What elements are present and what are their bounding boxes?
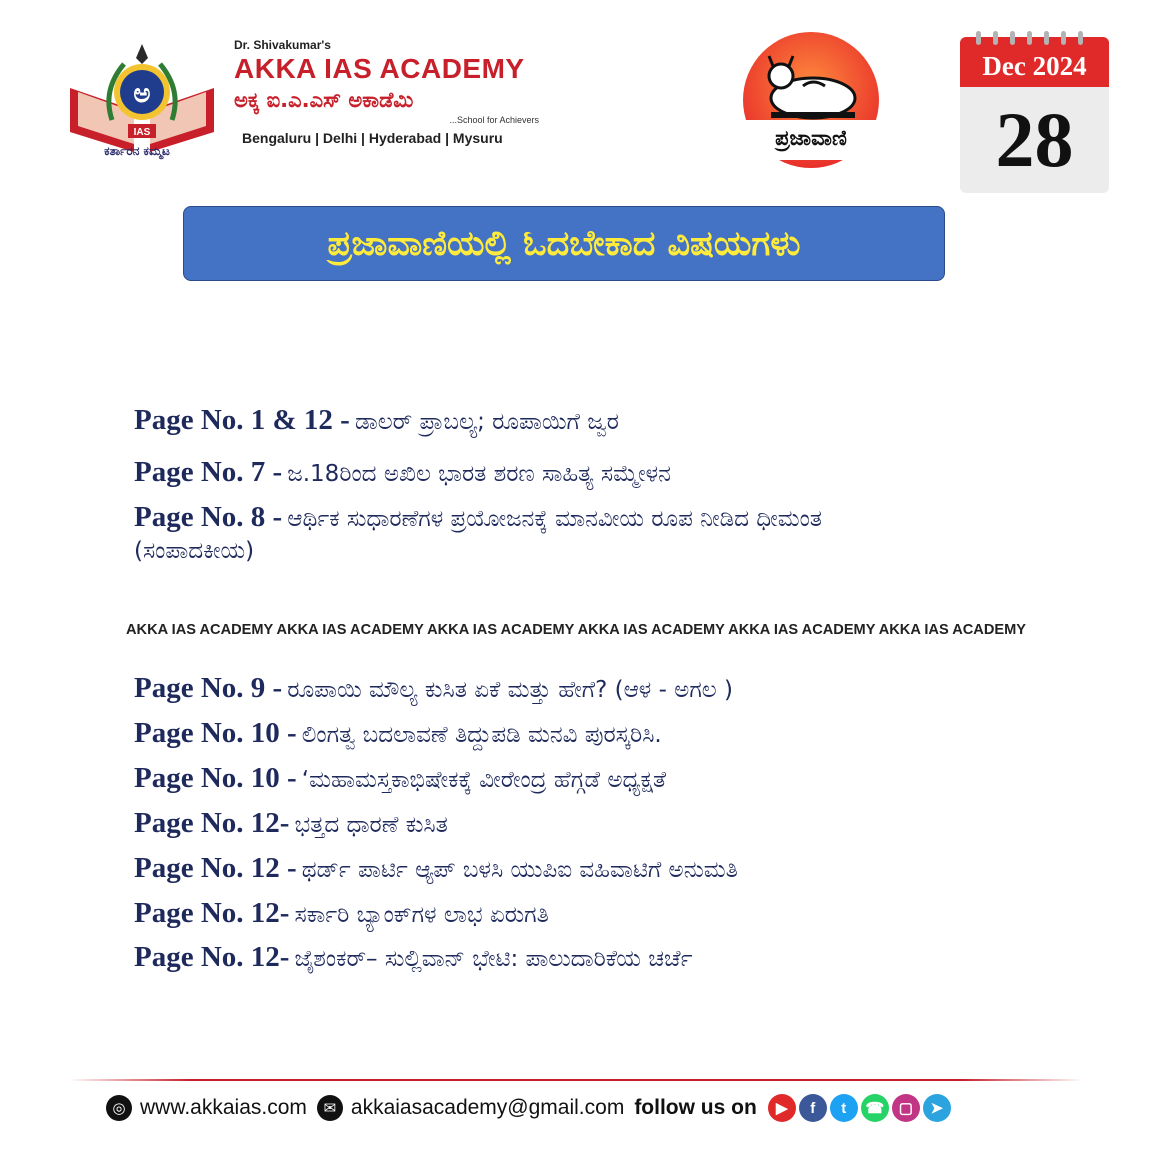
- calendar-ring: [976, 31, 981, 45]
- brand-slogan: ...School for Achievers: [449, 115, 539, 125]
- article-item: [134, 852, 1124, 885]
- twitter-icon[interactable]: t: [830, 1094, 858, 1122]
- calendar-ring: [1027, 31, 1032, 45]
- article-page: Page No. 1 & 12 -: [134, 404, 350, 436]
- banner-title: ಪ್ರಜಾವಾಣಿಯಲ್ಲಿ ಓದಬೇಕಾದ ವಿಷಯಗಳು: [327, 223, 801, 264]
- article-page: Page No. 7 -: [134, 456, 283, 488]
- article-title: ಜೈಶಂಕರ್– ಸುಲ್ಲಿವಾನ್ ಭೇಟಿ: ಪಾಲುದಾರಿಕೆಯ ಚರ್ಚೆ: [294, 946, 693, 972]
- article-item: [134, 456, 1124, 489]
- article-item: [134, 501, 1124, 564]
- article-page: Page No. 9 -: [134, 672, 283, 704]
- footer-divider: [68, 1079, 1084, 1081]
- footer: [106, 1093, 951, 1123]
- calendar-ring: [993, 31, 998, 45]
- brand-name: AKKA IAS ACADEMY: [234, 53, 525, 84]
- prajavani-label: ಪ್ರಜಾವಾಣಿ: [775, 126, 847, 150]
- brand-name-kannada: ಅಕ್ಕ ಐ.ಎ.ಎಸ್ ಅಕಾಡೆಮಿ: [234, 88, 414, 112]
- article-title: ಲಿಂಗತ್ವ ಬದಲಾವಣೆ ತಿದ್ದುಪಡಿ ಮನವಿ ಪುರಸ್ಕರಿಸಿ.: [301, 722, 662, 748]
- brand-block: [234, 38, 554, 146]
- article-title: ಜ.18ರಿಂದ ಅಖಿಲ ಭಾರತ ಶರಣ ಸಾಹಿತ್ಯ ಸಮ್ಮೇಳನ: [287, 461, 671, 487]
- article-item: [134, 897, 1124, 930]
- article-item: [134, 941, 1124, 974]
- facebook-icon[interactable]: f: [799, 1094, 827, 1122]
- email-link[interactable]: akkaiasacademy@gmail.com: [350, 1096, 625, 1119]
- whatsapp-icon[interactable]: ☎: [861, 1094, 889, 1122]
- logo-badge: IAS: [133, 127, 151, 138]
- article-title-continued: (ಸಂಪಾದಕೀಯ): [134, 538, 255, 564]
- article-title: ‘ಮಹಾಮಸ್ತಕಾಭಿಷೇಕಕ್ಕೆ ವೀರೇಂದ್ರ ಹೆಗ್ಗಡೆ ಅಧ್ಯಕ್ಷತೆ: [301, 767, 667, 793]
- follow-label: follow us on: [634, 1096, 757, 1119]
- globe-icon: ◎: [106, 1095, 132, 1121]
- calendar-ring: [1061, 31, 1066, 45]
- instagram-icon[interactable]: ▢: [892, 1094, 920, 1122]
- calendar-month: Dec 2024: [982, 51, 1087, 81]
- article-item: [134, 717, 1124, 750]
- article-title: ಥರ್ಡ್ ಪಾರ್ಟಿ ಆ್ಯಪ್ ಬಳಸಿ ಯುಪಿಐ ವಹಿವಾಟಿಗೆ ಅನುಮತಿ: [301, 857, 738, 883]
- calendar-ring: [1044, 31, 1049, 45]
- prajavani-logo: [733, 28, 889, 178]
- article-item: [134, 762, 1124, 795]
- date-calendar: [960, 31, 1109, 193]
- article-page: Page No. 12 -: [134, 852, 297, 884]
- article-item: [134, 404, 1124, 437]
- brand-cities: Bengaluru | Delhi | Hyderabad | Mysuru: [242, 130, 503, 146]
- logo-tagline: ಕರ್ತಾರನ ಕಮ್ಮಟ: [104, 144, 170, 158]
- telegram-icon[interactable]: ➤: [923, 1094, 951, 1122]
- article-page: Page No. 12-: [134, 897, 290, 929]
- article-title: ಡಾಲರ್ ಪ್ರಾಬಲ್ಯ; ರೂಪಾಯಿಗೆ ಜ್ವರ: [354, 409, 619, 435]
- calendar-ring: [1010, 31, 1015, 45]
- article-title: ಭತ್ತದ ಧಾರಣೆ ಕುಸಿತ: [294, 812, 448, 838]
- article-item: [134, 807, 1124, 840]
- youtube-icon[interactable]: ▶: [768, 1094, 796, 1122]
- watermark-strip: AKKA IAS ACADEMY AKKA IAS ACADEMY AKKA IAS ACADEMY AKKA IAS ACADEMY AKKA IAS ACADEMY AKKA IAS ACADEMY: [126, 622, 1026, 638]
- title-banner: [183, 206, 945, 281]
- calendar-ring: [1078, 31, 1083, 45]
- logo-letter: ಅ: [133, 79, 151, 109]
- article-item: [134, 672, 1124, 705]
- article-page: Page No. 8 -: [134, 501, 283, 533]
- email-icon: ✉: [317, 1095, 343, 1121]
- article-page: Page No. 12-: [134, 941, 290, 973]
- article-title: ಆರ್ಥಿಕ ಸುಧಾರಣೆಗಳ ಪ್ರಯೋಜನಕ್ಕೆ ಮಾನವೀಯ ರೂಪ ನೀಡಿದ ಧೀಮಂತ: [287, 506, 822, 532]
- article-page: Page No. 10 -: [134, 762, 297, 794]
- calendar-day: 28: [995, 96, 1074, 183]
- article-page: Page No. 10 -: [134, 717, 297, 749]
- article-page: Page No. 12-: [134, 807, 290, 839]
- website-link[interactable]: www.akkaias.com: [140, 1096, 307, 1119]
- brand-doctor: Dr. Shivakumar's: [234, 38, 331, 52]
- article-title: ರೂಪಾಯಿ ಮೌಲ್ಯ ಕುಸಿತ ಏಕೆ ಮತ್ತು ಹೇಗೆ? (ಆಳ - ಅಗಲ ): [287, 677, 733, 703]
- article-title: ಸರ್ಕಾರಿ ಬ್ಯಾಂಕ್‌ಗಳ ಲಾಭ ಏರುಗತಿ: [294, 902, 549, 928]
